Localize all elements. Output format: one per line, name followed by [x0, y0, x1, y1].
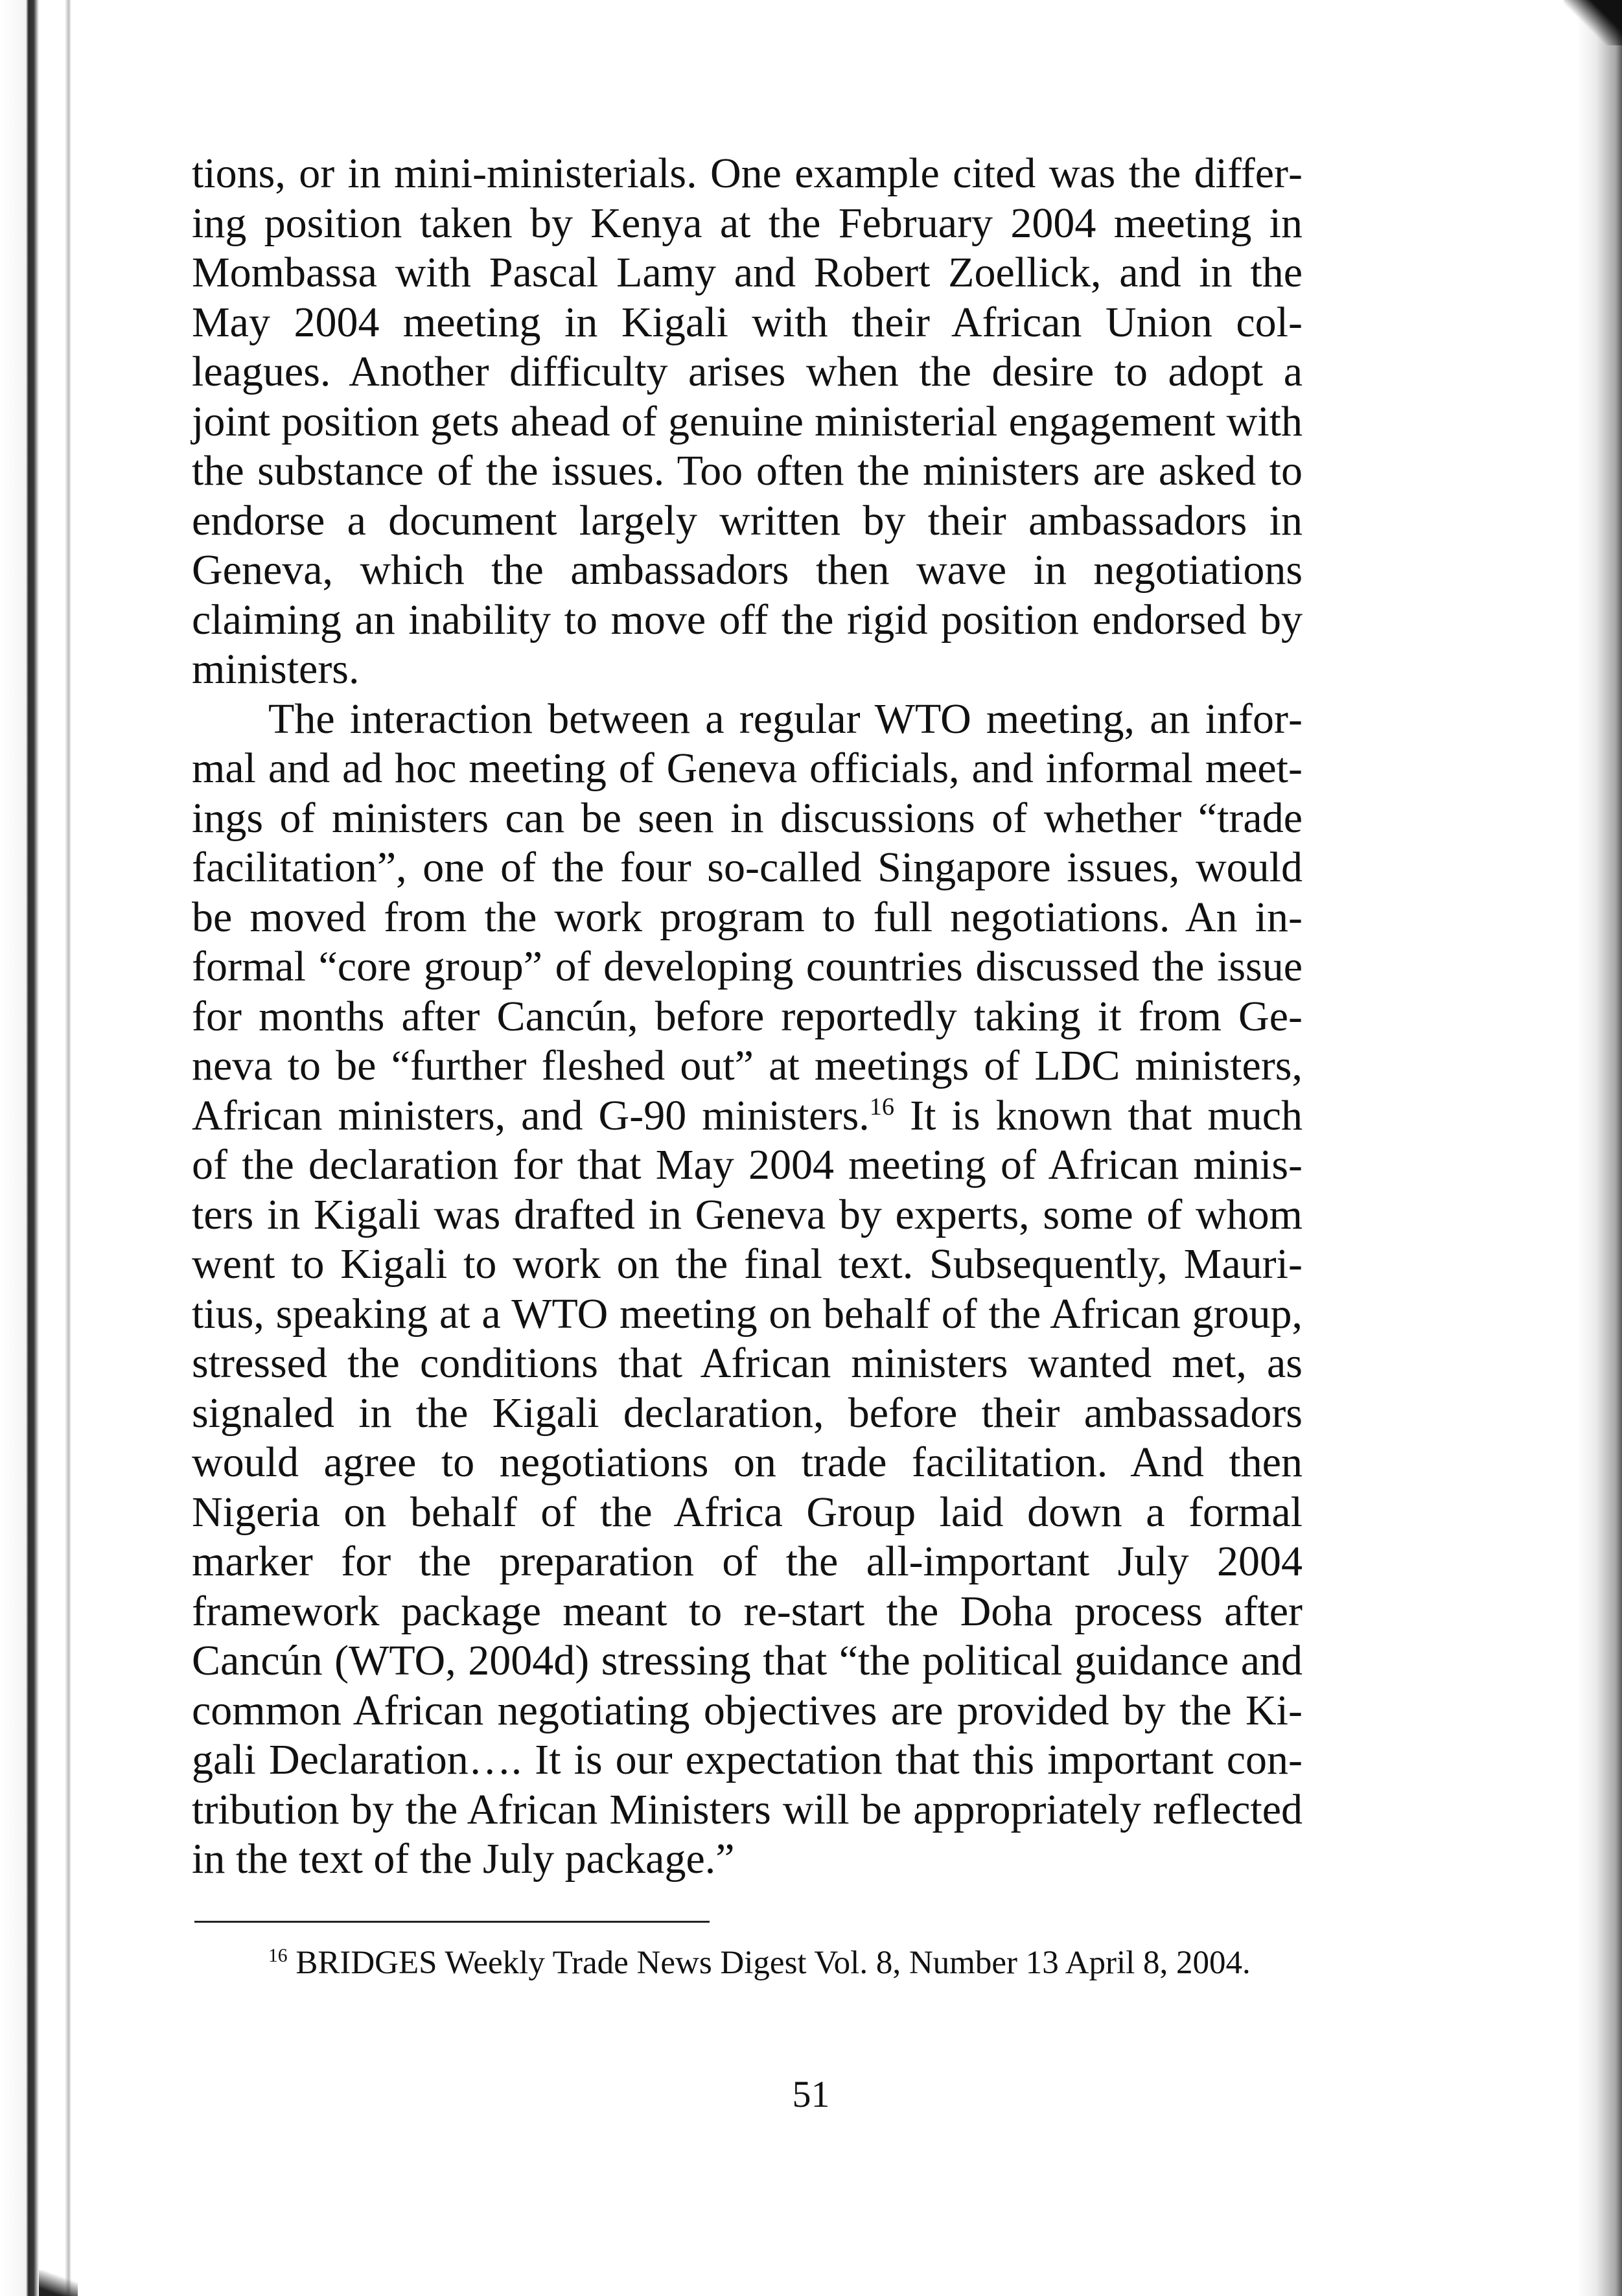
footnote-reference: 16: [869, 1093, 895, 1120]
corner-shadow-bottom-left: [39, 2270, 78, 2296]
footnote-text: BRIDGES Weekly Trade News Digest Vol. 8, Number 13 April 8, 2004.: [287, 1945, 1251, 1981]
footnote: [192, 1943, 1303, 1984]
book-spine-shadow: [0, 0, 71, 2296]
corner-shadow-top-right: [1564, 0, 1622, 45]
page-number: 51: [792, 2073, 830, 2115]
paragraph-2-part-2: It is known that much of the declaration for that May 2004 meeting of African ministers in Kigali was drafted in Geneva by experts, some of whom went to Kigali to work on the final text. Subsequently, Mauritius, speaking at a WTO meeting on behalf of the African group, stressed the conditions that African ministers wanted met, as signaled in the Kigali declaration, before their ambassadors would agree to negotiations on trade facilitation. And then Nigeria on behalf of the Africa Group laid down a formal marker for the preparation of the all-important July 2004 framework package meant to re-start the Doha process after Cancún (WTO, 2004d) stressing that “the political guidance and common African negotiating objectives are provided by the Kigali Declaration…. It is our expectation that this important contribution by the African Ministers will be appropriately reflected in the text of the July package.”: [192, 1091, 1303, 1883]
footnote-number: 16: [268, 1945, 288, 1966]
footnote-separator: [194, 1921, 710, 1923]
page-edge-shadow: [1577, 0, 1622, 2296]
body-text: [192, 149, 1303, 1884]
paragraph-2: [192, 695, 1303, 1884]
paragraph-1: tions, or in mini-ministerials. One example cited was the differing position taken by Kenya at the February 2004 meeting in Mombassa with Pascal Lamy and Robert Zoellick, and in the May 2004 meeting in Kigali with their African Union colleagues. Another difficulty arises when the desire to adopt a joint position gets ahead of genuine ministerial engagement with the substance of the issues. Too often the ministers are asked to endorse a document largely written by their ambassadors in Geneva, which the ambassadors then wave in negotiations claiming an inability to move off the rigid position endorsed by ministers.: [192, 150, 1303, 693]
paragraph-2-part-1: The interaction between a regular WTO meeting, an informal and ad hoc meeting of Geneva officials, and informal meetings of ministers can be seen in discussions of whether “trade facilitation”, one of the four so-called Singapore issues, would be moved from the work program to full negotiations. An informal “core group” of developing countries discussed the issue for months after Cancún, before reportedly taking it from Geneva to be “further fleshed out” at meetings of LDC ministers, African ministers, and G-90 ministers.: [192, 695, 1303, 1139]
